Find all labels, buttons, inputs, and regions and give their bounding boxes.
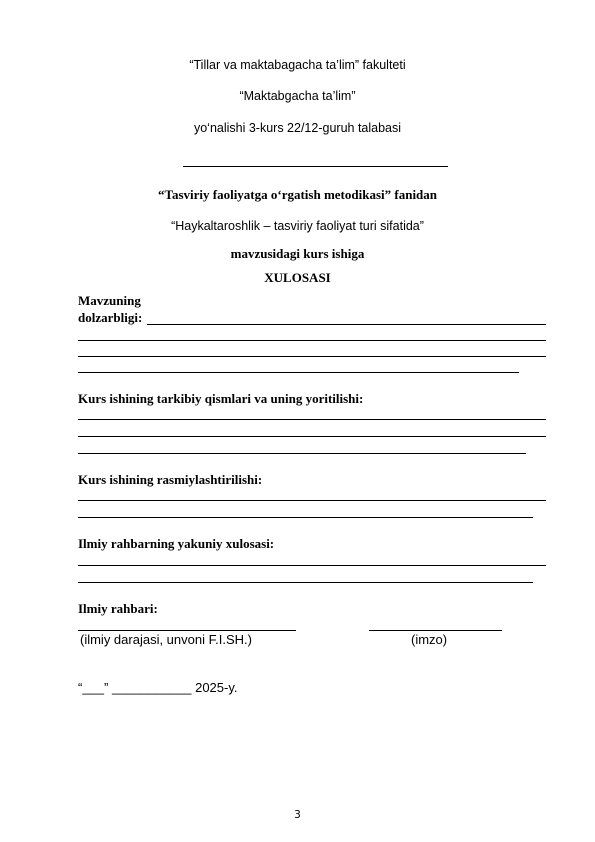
answer-line: [78, 565, 546, 566]
signature-caption: (imzo): [411, 632, 448, 647]
formatting-heading: Kurs ishining rasmiylashtirilishi:: [78, 472, 263, 487]
date-line: “___” ___________ 2025-y.: [78, 680, 238, 695]
student-line: yo‘nalishi 3-kurs 22/12-guruh talabasi: [193, 121, 402, 135]
signature-line: [369, 630, 502, 631]
topic-suffix-line: mavzusidagi kurs ishiga: [230, 246, 365, 261]
answer-line: [78, 453, 526, 454]
answer-line: [78, 517, 533, 518]
faculty-line: “Tillar va maktabagacha ta’lim” fakulteti: [189, 58, 406, 72]
department-line: “Maktabgacha ta’lim”: [239, 89, 356, 103]
answer-line: [78, 582, 533, 583]
student-name-blank: [183, 166, 448, 167]
answer-line: [78, 419, 546, 420]
relevance-heading-2: dolzarbligi:: [78, 310, 143, 325]
supervisor-name-line: [78, 630, 296, 631]
supervisor-heading: Ilmiy rahbari:: [78, 601, 158, 616]
topic-line: “Haykaltaroshlik – tasviriy faoliyat turi sifatida”: [171, 219, 424, 233]
structure-heading: Kurs ishining tarkibiy qismlari va uning yoritilishi:: [78, 391, 364, 406]
answer-line: [78, 436, 546, 437]
conclusion-heading: Ilmiy rahbarning yakuniy xulosasi:: [78, 536, 275, 551]
page-number: 3: [294, 809, 301, 821]
answer-line: [78, 372, 519, 373]
relevance-heading-1: Mavzuning: [78, 293, 141, 308]
rank-caption: (ilmiy darajasi, unvoni F.I.SH.): [80, 632, 252, 647]
answer-line: [78, 500, 546, 501]
answer-line: [147, 324, 546, 325]
answer-line: [78, 356, 546, 357]
subject-line: “Tasviriy faoliyatga o‘rgatish metodikasi” fanidan: [157, 187, 438, 202]
answer-line: [78, 340, 546, 341]
document-title: XULOSASI: [264, 270, 331, 285]
